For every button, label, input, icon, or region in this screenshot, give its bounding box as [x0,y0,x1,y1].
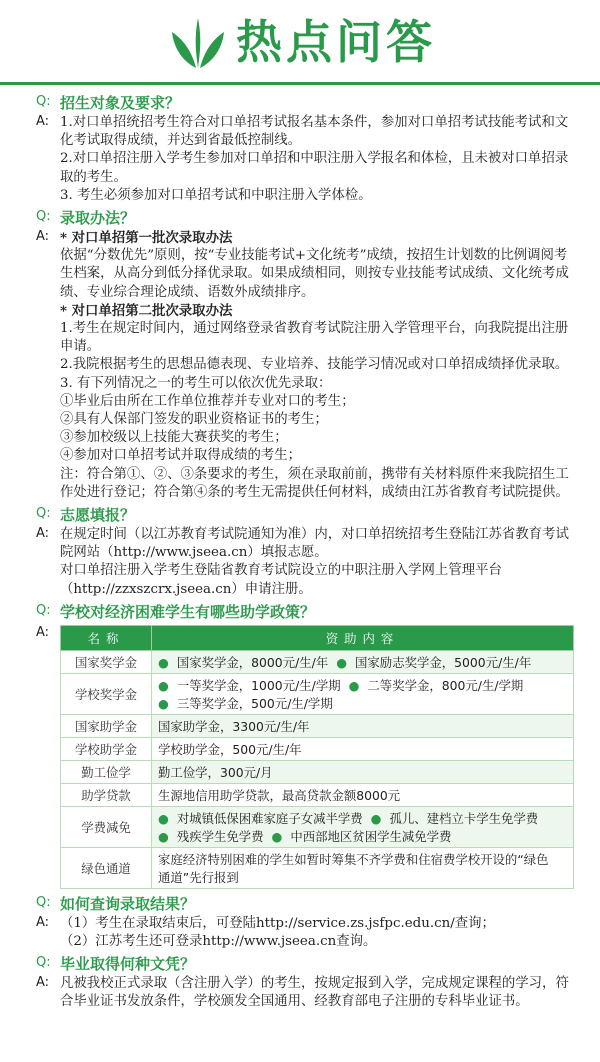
aid-item [158,763,273,781]
aid-name-cell: 国家奖学金 [61,650,152,673]
answer-1 [0,114,600,205]
aid-content-cell [152,737,574,760]
aid-table-body [61,650,574,888]
question-text: 毕业取得何种文凭？ [60,955,196,974]
aid-item [158,653,328,671]
aid-item [272,827,452,845]
aid-item-text: 勤工俭学，300元/月 [158,764,273,780]
table-header-content: 资助内容 [152,625,574,650]
aid-name-cell: 绿色通道 [61,847,152,888]
question-6 [0,953,600,975]
question-text: 录取办法？ [60,209,136,228]
aid-name-cell: 学校奖学金 [61,673,152,714]
bullet-icon: ● [158,677,169,693]
aid-content-cell [152,783,574,806]
a-label: A: [36,114,50,129]
question-1 [0,92,600,114]
answer-line: ③参加校级以上技能大赛获奖的考生； [60,430,288,446]
aid-item-text: 二等奖学金，800元/生/学期 [367,677,524,693]
question-text: 招生对象及要求？ [60,94,181,112]
question-3 [0,504,600,526]
answer-line: 3. 有下列情况之一的考生可以依次优先录取： [60,375,332,391]
aid-item [158,809,363,827]
leaf-logo-icon [166,12,230,72]
answer-line: 依据“分数优先”原则，按“专业技能考试+文化统考”成绩，按招生计划数的比例调阅考生档案，从高分到低分择优录取。如果成绩相同，则按专业技能考试成绩、文化统考成绩、专业综合理论成绩、语数外成绩排序。 [60,248,569,300]
bullet-icon: ● [348,677,360,693]
a-label: A: [36,975,50,991]
table-row [61,714,574,737]
answer-line: ④参加对口单招考试并取得成绩的考生； [60,448,302,464]
answer-6 [0,975,600,1011]
aid-item [336,653,531,671]
q-label: Q: [36,94,51,109]
aid-item-text: 生源地信用助学贷款，最高贷款金额8000元 [158,787,401,803]
aid-item-text: 国家助学金，3300元/生/年 [158,718,310,734]
table-row [61,650,574,673]
bullet-icon: ● [158,695,169,711]
aid-item [371,809,539,827]
sub-heading: * 对口单招第二批次录取办法 [60,302,233,319]
answer-4 [0,625,600,889]
answer-line: 对口单招注册入学考生登陆省教育考试院设立的中职注册入学网上管理平台（http://zzxszcrx.jseea.cn）申请注册。 [60,563,502,597]
question-text: 志愿填报？ [60,506,136,525]
bullet-icon: ● [158,828,169,844]
q-label: Q: [36,209,51,225]
question-5 [0,893,600,915]
bullet-icon: ● [271,828,283,844]
qa-content [0,90,600,1012]
question-2 [0,207,600,229]
aid-content-cell [152,714,574,737]
answer-2 [0,229,600,502]
bullet-icon: ● [336,654,348,670]
aid-item [349,676,524,694]
aid-item-text: 国家励志奖学金，5000元/生/年 [355,654,532,670]
question-text: 学校对经济困难学生有哪些助学政策？ [60,602,316,621]
a-label: A: [36,624,50,640]
answer-line: ②具有人保部门签发的职业资格证书的考生； [60,412,328,428]
aid-content-cell [152,806,574,847]
question-4 [0,601,600,623]
aid-item-text: 国家奖学金，8000元/生/年 [176,654,329,670]
answer-line: 注：符合第①、②、③条要求的考生，须在录取前前，携带有关材料原件来我院招生工作处进行登记；符合第④条的考生无需提供任何材料，成绩由江苏省教育考试院提供。 [60,466,569,500]
aid-item [158,717,309,735]
answer-5 [0,915,600,951]
aid-content-cell [152,847,574,888]
page-header [0,0,600,84]
q-label: Q: [36,602,51,618]
aid-item-text: 一等奖学金，1000元/生/学期 [176,677,341,693]
question-text: 如何查询录取结果？ [60,894,196,913]
answer-line: 在规定时间（以江苏教育考试院通知为准）内，对口单招统招考生登陆江苏省教育考试院网站（http://www.jseea.cn）填报志愿。 [60,527,569,561]
aid-item [158,676,341,694]
aid-item [158,694,333,712]
a-label: A: [36,526,50,542]
a-label: A: [36,914,50,930]
table-header-name: 名称 [61,625,152,650]
aid-item-text: 家庭经济特别困难的学生如暂时筹集不齐学费和住宿费学校开设的“绿色通道”先行报到 [158,851,549,885]
bullet-icon: ● [370,810,382,826]
aid-content-cell [152,673,574,714]
answer-line: ①毕业后由所在工作单位推荐并专业对口的考生； [60,393,355,409]
a-label: A: [36,229,50,245]
aid-item-text: 中西部地区贫困学生减免学费 [290,828,452,844]
aid-content-cell [152,760,574,783]
aid-item [158,850,559,886]
aid-item [158,786,400,804]
answer-line: （2）江苏考生还可登录http://www.jseea.cn查询。 [60,934,377,950]
aid-item-text: 残疾学生免学费 [176,828,264,844]
answer-3 [0,526,600,599]
q-label: Q: [36,955,51,971]
title-divider [0,82,600,85]
aid-name-cell: 勤工俭学 [61,760,152,783]
table-row [61,783,574,806]
q-label: Q: [36,506,51,522]
aid-name-cell: 国家助学金 [61,714,152,737]
answer-line: 2.我院根据考生的思想品德表现、专业培养、技能学习情况或对口单招成绩择优录取。 [60,357,569,373]
answer-line: 1.对口单招统招考生符合对口单招考试报名基本条件，参加对口单招考试技能考试和文化考试取得成绩，并达到省最低控制线。 [60,115,569,149]
answer-line: 1.考生在规定时间内，通过网络登录省教育考试院注册入学管理平台，向我院提出注册申请。 [60,321,569,355]
answer-line: （1）考生在录取结束后，可登陆http://service.zs.jsfpc.edu.cn/查询； [60,915,495,931]
aid-item [158,740,302,758]
aid-name-cell: 学费减免 [61,806,152,847]
answer-line: 2.对口单招注册入学考生参加对口单招和中职注册入学报名和体检，且未被对口单招录取的考生。 [60,151,569,185]
answer-line: 3. 考生必须参加对口单招考试和中职注册入学体检。 [60,187,372,203]
aid-policy-table [60,625,574,889]
aid-item-text: 对城镇低保困难家庭子女减半学费 [176,810,363,826]
bullet-icon: ● [158,654,169,670]
aid-item [158,827,264,845]
sub-heading: * 对口单招第一批次录取办法 [60,230,233,247]
aid-name-cell: 助学贷款 [61,783,152,806]
answer-line: 凡被我校正式录取（含注册入学）的考生，按规定报到入学，完成规定课程的学习，符合毕业证书发放条件，学校颁发全国通用、经教育部电子注册的专科毕业证书。 [60,976,569,1010]
table-row [61,806,574,847]
aid-item-text: 三等奖学金，500元/生/学期 [176,695,333,711]
aid-item-text: 孤儿、建档立卡学生免学费 [389,810,539,826]
table-row [61,737,574,760]
q-label: Q: [36,894,51,910]
aid-content-cell [152,650,574,673]
aid-name-cell: 学校助学金 [61,737,152,760]
table-row [61,847,574,888]
aid-item-text: 学校助学金，500元/生/年 [158,741,302,757]
page-title: 热点问答 [236,15,436,69]
table-row [61,673,574,714]
table-row [61,760,574,783]
bullet-icon: ● [158,810,169,826]
